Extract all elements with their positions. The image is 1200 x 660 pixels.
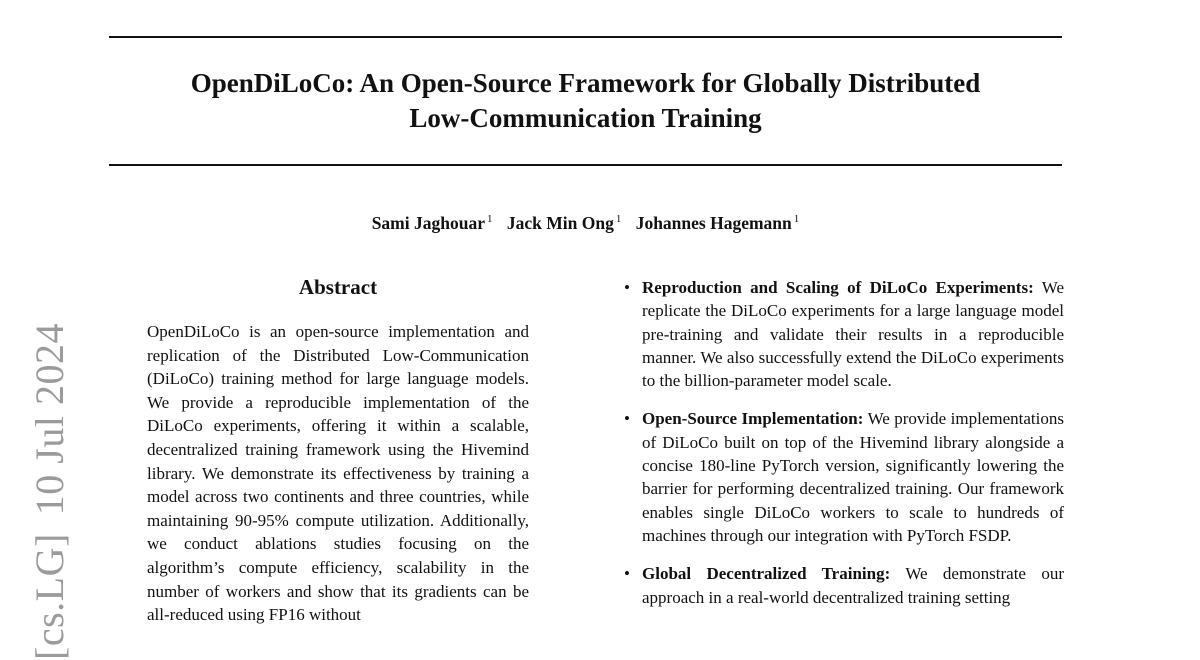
- arxiv-date: 10 Jul 2024: [27, 323, 72, 516]
- contribution-title: Open-Source Implementation:: [642, 409, 864, 429]
- contribution-item: [622, 562, 1064, 609]
- bullet-point-icon: •: [624, 409, 630, 429]
- arxiv-sidebar-stamp: [28, 323, 72, 660]
- contribution-text: We replicate the DiLoCo experiments for a large language model pre-training and validate their results in a reproducible manner. We also successfully extend the DiLoCo experiments to the billion-parameter model scale.: [642, 278, 1064, 391]
- author-name: Johannes Hagemann: [635, 213, 792, 233]
- abstract-text: OpenDiLoCo is an open-source implementation and replication of the Distributed Low-Communication (DiLoCo) training method for large language models. We provide a reproducible implementation of the DiLoCo experiments, offering it within a scalable, decentralized training framework using the Hivemind library. We demonstrate its effectiveness by training a model across two continents and three countries, while maintaining 90-95% compute utilization. Additionally, we conduct ablations studies focusing on the algorithm’s compute efficiency, scalability in the number of workers and show that its gradients can be all-reduced using FP16 without: [147, 322, 529, 625]
- author-affiliation-marker: 1: [793, 213, 800, 225]
- title-bottom-rule: [109, 164, 1062, 166]
- author: [636, 213, 800, 233]
- contribution-title: Global Decentralized Training:: [642, 564, 891, 584]
- paper-title: [109, 66, 1062, 136]
- title-top-rule: [109, 36, 1062, 38]
- paper-title-line-2: Low-Communication Training: [409, 103, 762, 133]
- contribution-title: Reproduction and Scaling of DiLoCo Experiments:: [642, 278, 1034, 297]
- bullet-point-icon: •: [624, 564, 630, 584]
- author: [372, 213, 493, 233]
- paper-title-line-1: OpenDiLoCo: An Open-Source Framework for Globally Distributed: [190, 68, 981, 98]
- author-affiliation-marker: 1: [486, 213, 493, 225]
- contribution-item: [622, 276, 1064, 392]
- bullet-point-icon: •: [624, 278, 630, 297]
- contributions-list: [622, 276, 1064, 609]
- author-name: Sami Jaghouar: [371, 213, 485, 233]
- author-list: [109, 207, 1062, 235]
- contribution-text: We provide implementations of DiLoCo built on top of the Hivemind library alongside a concise 180-line PyTorch version, significantly lowering the barrier for performing decentralized training. Our framework enables single DiLoCo workers to scale to hundreds of machines through our integration with PyTorch FSDP.: [642, 409, 1064, 545]
- arxiv-category: [cs.LG]: [27, 533, 72, 660]
- author: [507, 213, 621, 233]
- contribution-text: We demonstrate our approach in a real-world decentralized training setting: [642, 564, 1064, 607]
- author-name: Jack Min Ong: [506, 213, 614, 233]
- abstract-heading: Abstract: [298, 275, 378, 299]
- author-affiliation-marker: 1: [615, 213, 622, 225]
- contribution-item: [622, 407, 1064, 547]
